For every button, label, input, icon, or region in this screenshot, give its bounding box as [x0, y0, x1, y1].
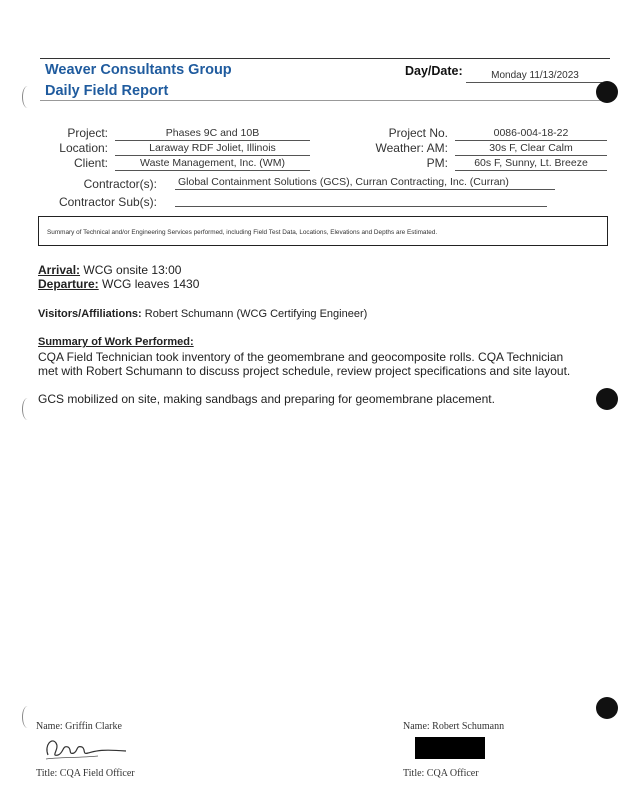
weather-pm-value: 60s F, Sunny, Lt. Breeze: [474, 157, 588, 169]
left-signer-name: Name: Griffin Clarke: [36, 721, 122, 732]
contractor-subs-underline: [175, 206, 547, 207]
weather-pm-underline: [455, 170, 607, 171]
location-label: Location:: [59, 141, 108, 155]
work-heading: Summary of Work Performed:: [38, 336, 194, 348]
visitors-label: Visitors/Affiliations:: [38, 308, 142, 320]
day-date-underline: [466, 82, 602, 83]
work-line-3: GCS mobilized on site, making sandbags and preparing for geomembrane placement.: [38, 392, 495, 406]
contractors-label: Contractor(s):: [83, 177, 157, 191]
contractor-subs-label: Contractor Sub(s):: [58, 195, 157, 209]
right-signer-name: Name: Robert Schumann: [403, 721, 505, 732]
client-underline: [115, 170, 310, 171]
client-label: Client:: [73, 156, 108, 170]
contractors-underline: [175, 189, 555, 190]
weather-am-label: Weather: AM:: [375, 141, 448, 155]
project-value: Phases 9C and 10B: [165, 127, 260, 139]
client-value: Waste Management, Inc. (WM): [140, 157, 285, 169]
work-line-2: met with Robert Schumann to discuss project schedule, review project specifications and site layout.: [38, 364, 571, 378]
day-date-label: Day/Date:: [405, 64, 463, 78]
margin-mark-middle: [22, 398, 33, 420]
visitors-value: Robert Schumann (WCG Certifying Engineer): [144, 308, 368, 320]
project-no-underline: [455, 140, 607, 141]
location-value: Laraway RDF Joliet, Illinois: [149, 142, 276, 154]
weather-am-underline: [455, 155, 607, 156]
company-name: Weaver Consultants Group: [45, 62, 232, 78]
arrival-label: Arrival:: [38, 263, 81, 277]
location-underline: [115, 155, 310, 156]
departure-label: Departure:: [38, 277, 99, 291]
departure-value: WCG leaves 1430: [102, 277, 200, 291]
summary-box-text: Summary of Technical and/or Engineering Services performed, including Field Test Data, Locations, Elevations and Depths are Estimated.: [47, 229, 438, 236]
visitors-line: [38, 308, 367, 320]
project-label: Project:: [67, 126, 108, 140]
header-top-rule: [40, 58, 610, 59]
hole-punch-middle: [596, 388, 618, 410]
hole-punch-top: [596, 81, 618, 103]
hole-punch-bottom: [596, 697, 618, 719]
arrival-line: [38, 263, 181, 277]
project-no-label: Project No.: [388, 126, 448, 140]
weather-am-value: 30s F, Clear Calm: [489, 142, 573, 154]
summary-box: [38, 216, 608, 246]
right-signer-title: Title: CQA Officer: [403, 768, 479, 779]
contractors-value: Global Containment Solutions (GCS), Curran Contracting, Inc. (Curran): [178, 176, 509, 188]
margin-mark-top: [22, 86, 33, 108]
day-date-value: Monday 11/13/2023: [491, 70, 579, 81]
project-no-value: 0086-004-18-22: [493, 127, 569, 139]
margin-mark-bottom: [22, 706, 33, 728]
left-signer-title: Title: CQA Field Officer: [36, 768, 135, 779]
project-underline: [115, 140, 310, 141]
arrival-value: WCG onsite 13:00: [83, 263, 182, 277]
report-title: Daily Field Report: [45, 83, 169, 99]
header-bottom-rule: [40, 100, 610, 101]
work-line-1: CQA Field Technician took inventory of the geomembrane and geocomposite rolls. CQA Technician: [38, 350, 564, 364]
departure-line: [38, 277, 199, 291]
handwritten-signature: [38, 733, 133, 763]
weather-pm-label: PM:: [426, 156, 448, 170]
redacted-signature: [415, 737, 485, 759]
